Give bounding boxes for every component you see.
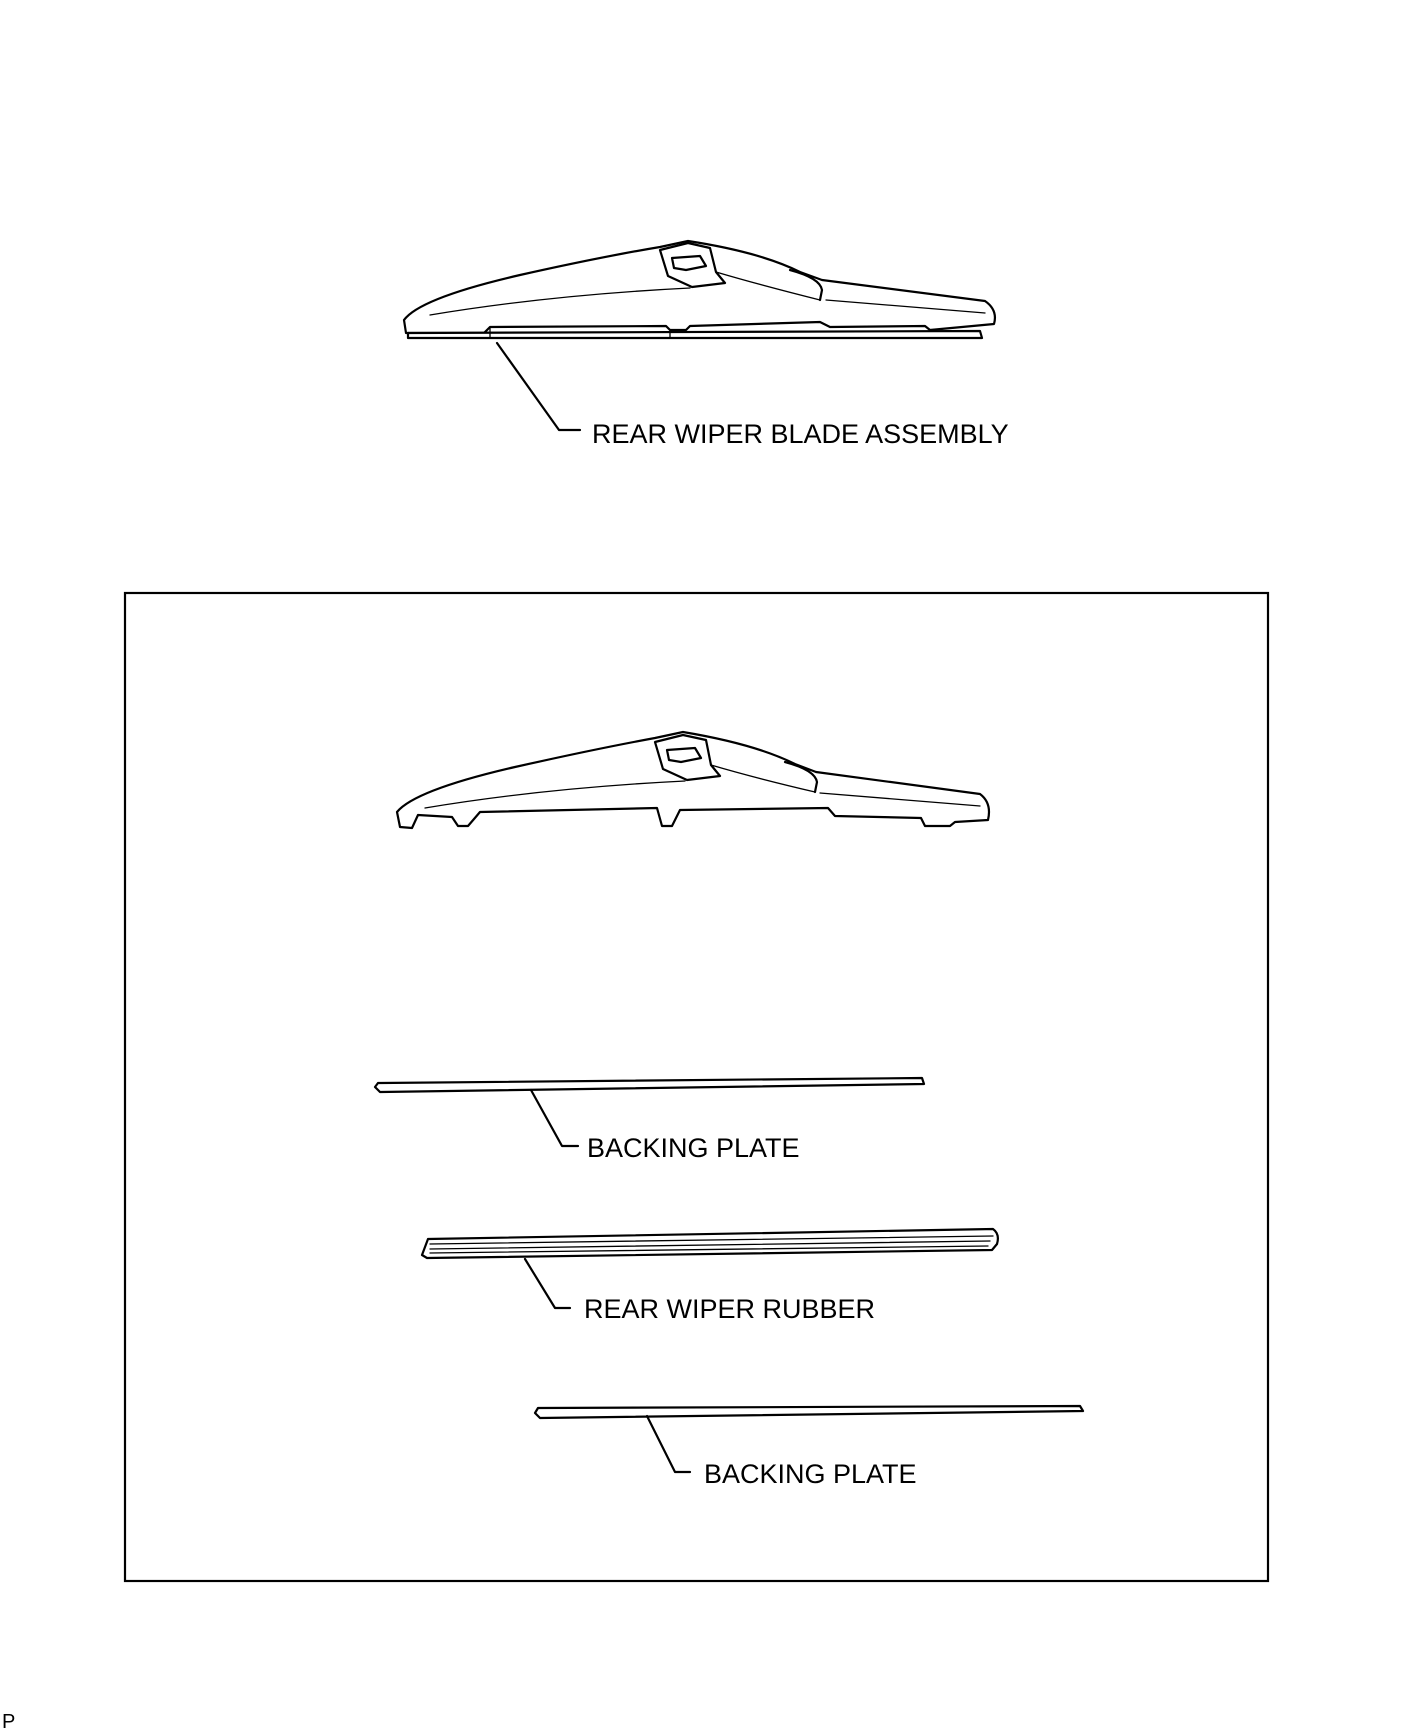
label-backing-plate-2: BACKING PLATE [704,1459,917,1489]
wiper-blade-assembly-illustration [404,241,995,430]
label-rear-wiper-blade-assembly: REAR WIPER BLADE ASSEMBLY [592,419,1009,449]
wiper-blade-frame-illustration [397,732,989,828]
label-rear-wiper-rubber: REAR WIPER RUBBER [584,1294,876,1324]
label-backing-plate-1: BACKING PLATE [587,1133,800,1163]
corner-code: P [2,1711,16,1733]
